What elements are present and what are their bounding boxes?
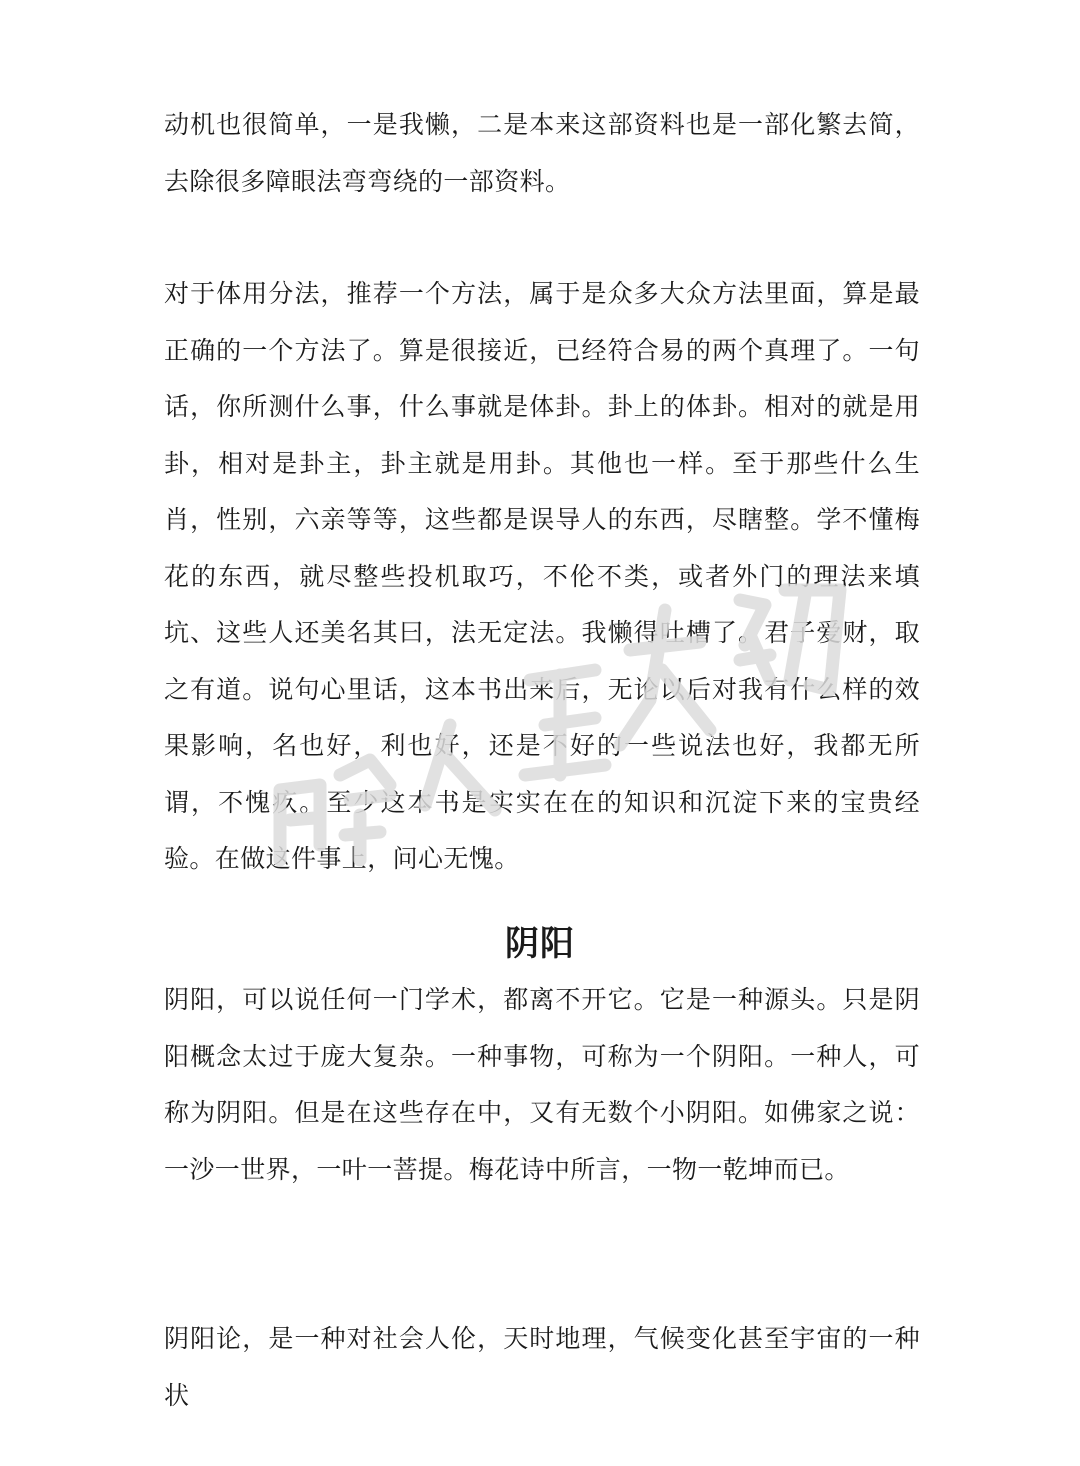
cut-off-glyph: [470, 0, 494, 6]
paragraph-body-use-method: 对于体用分法，推荐一个方法，属于是众多大众方法里面，算是最正确的一个方法了。算是很接近，已经符合易的两个真理了。一句话，你所测什么事，什么事就是体卦。卦上的体卦。相对的就是用卦，相对是卦主，卦主就是用卦。其他也一样。至于那些什么生肖，性别，六亲等等，这些都是误导人的东西，尽瞎整。学不懂梅花的东西，就尽整些投机取巧，不伦不类，或者外门的理法来填坑、这些人还美名其曰，法无定法。我懒得吐槽了。君子爱财，取之有道。说句心里话，这本书出来后，无论以后对我有什么样的效果影响，名也好，利也好，还是不好的一些说法也好，我都无所谓，不愧疚。至少这本书是实实在在的知识和沉淀下来的宝贵经验。在做这件事上，问心无愧。: [164, 279, 920, 873]
paragraph-yinyang-intro: 阴阳，可以说任何一门学术，都离不开它。它是一种源头。只是阴阳概念太过于庞大复杂。一种事物，可称为一个阴阳。一种人，可称为阴阳。但是在这些存在中，又有无数个小阴阳。如佛家之说：一沙一世界，一叶一菩提。梅花诗中所言，一物一乾坤而已。: [164, 985, 920, 1184]
paragraph-motivation: 动机也很简单，一是我懒，二是本来这部资料也是一部化繁去简，去除很多障眼法弯弯绕的一部资料。: [164, 110, 920, 196]
paragraph-yinyang-theory: 阴阳论，是一种对社会人伦，天时地理，气候变化甚至宇宙的一种状: [164, 1324, 920, 1410]
section-heading-yinyang: 阴阳: [505, 924, 575, 964]
